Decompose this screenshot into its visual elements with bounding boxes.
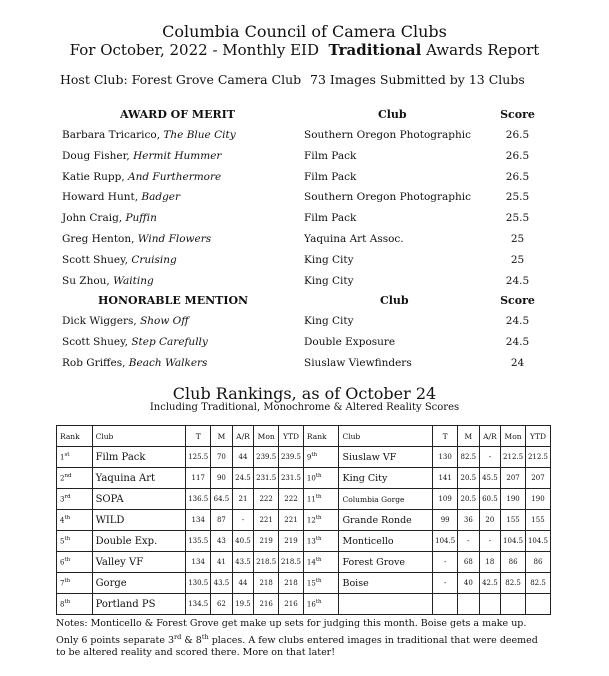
rank-number: 1 bbox=[60, 453, 65, 462]
award-score: 25 bbox=[510, 253, 525, 266]
score-cell: 190 bbox=[501, 489, 526, 510]
image-title: And Furthermore bbox=[128, 170, 222, 183]
notes-line-3: to be altered reality and scored there. More on that later! bbox=[56, 647, 336, 659]
column-header: Club bbox=[92, 426, 186, 447]
report-title: Columbia Council of Camera Clubs bbox=[162, 22, 447, 41]
author-name: Howard Hunt, bbox=[62, 191, 142, 204]
club-name: SOPA bbox=[92, 489, 186, 510]
award-name bbox=[62, 191, 180, 203]
score-cell: 19.5 bbox=[232, 594, 254, 615]
score-cell: 42.5 bbox=[479, 573, 501, 594]
column-header: YTD bbox=[525, 426, 550, 447]
score-cell: 62 bbox=[211, 594, 233, 615]
rank-cell bbox=[303, 510, 339, 531]
score-cell: 86 bbox=[525, 552, 550, 573]
subtitle-bold: Traditional bbox=[328, 41, 422, 59]
rank-suffix: th bbox=[64, 515, 71, 522]
rank-number: 14 bbox=[306, 558, 316, 567]
award-score: 26.5 bbox=[505, 129, 530, 141]
score-cell: 109 bbox=[433, 489, 458, 510]
club-name: Columbia Gorge bbox=[339, 489, 433, 510]
rank-suffix: th bbox=[64, 578, 71, 585]
club-name: King City bbox=[339, 468, 433, 489]
award-score: 26.5 bbox=[505, 149, 530, 162]
notes-line-2 bbox=[56, 631, 576, 648]
image-title: Puffin bbox=[125, 212, 157, 225]
club-name: WILD bbox=[92, 510, 186, 531]
award-name bbox=[62, 233, 211, 245]
rank-number: 4 bbox=[60, 516, 65, 525]
score-cell: 155 bbox=[525, 510, 550, 531]
score-cell: 87 bbox=[211, 510, 233, 531]
score-cell: 134 bbox=[186, 510, 211, 531]
rank-cell bbox=[57, 552, 93, 573]
score-cell: 218 bbox=[279, 573, 304, 594]
notes-line-1: Notes: Monticello & Forest Grove get make up sets for judging this month. Boise gets a make up. bbox=[56, 618, 527, 629]
score-cell: 104.5 bbox=[525, 531, 550, 552]
notes bbox=[56, 618, 576, 660]
award-club: Film Pack bbox=[304, 212, 357, 225]
score-cell: 99 bbox=[433, 510, 458, 531]
score-cell: 130 bbox=[433, 447, 458, 468]
rank-number: 11 bbox=[306, 495, 316, 504]
score-cell: - bbox=[458, 531, 480, 552]
rank-number: 7 bbox=[60, 579, 65, 588]
subtitle-prefix: For October, 2022 - Monthly EID bbox=[69, 41, 319, 59]
author-name: Barbara Tricarico, bbox=[62, 129, 164, 141]
club-name: Boise bbox=[339, 573, 433, 594]
column-header: Mon bbox=[254, 426, 279, 447]
club-name: Film Pack bbox=[92, 447, 186, 468]
rank-cell bbox=[57, 510, 93, 531]
club-name bbox=[339, 594, 433, 615]
author-name: Katie Rupp, bbox=[62, 170, 129, 183]
rank-suffix: rd bbox=[64, 494, 71, 501]
score-cell: 218.5 bbox=[254, 552, 279, 573]
score-cell: 231.5 bbox=[279, 468, 304, 489]
award-name bbox=[62, 357, 207, 369]
score-cell: 216 bbox=[254, 594, 279, 615]
rank-cell bbox=[57, 531, 93, 552]
rank-suffix: th bbox=[315, 578, 322, 585]
award-club: King City bbox=[304, 315, 354, 327]
rank-suffix: th bbox=[311, 452, 318, 459]
score-cell bbox=[501, 594, 526, 615]
award-club: Southern Oregon Photographic bbox=[304, 129, 471, 141]
rank-cell bbox=[303, 489, 339, 510]
award-score: 25.5 bbox=[505, 212, 530, 225]
rank-cell bbox=[57, 573, 93, 594]
image-title: Show Off bbox=[140, 315, 189, 327]
score-cell: 20 bbox=[479, 510, 501, 531]
author-name: Scott Shuey, bbox=[62, 335, 132, 348]
rankings-table bbox=[56, 425, 551, 615]
award-row bbox=[60, 129, 550, 147]
image-title: Cruising bbox=[131, 253, 177, 266]
image-title: Hermit Hummer bbox=[133, 149, 222, 162]
table-row bbox=[57, 594, 551, 615]
score-cell: 20.5 bbox=[458, 489, 480, 510]
award-row bbox=[60, 212, 550, 230]
award-club: King City bbox=[304, 274, 354, 287]
score-cell: 41 bbox=[211, 552, 233, 573]
author-name: Scott Shuey, bbox=[62, 253, 132, 266]
merit-score-heading: Score bbox=[500, 108, 535, 121]
honorable-club-heading: Club bbox=[380, 294, 409, 307]
award-club: King City bbox=[304, 253, 354, 266]
award-name bbox=[62, 254, 177, 266]
score-cell: 45.5 bbox=[479, 468, 501, 489]
score-cell: 43.5 bbox=[232, 552, 254, 573]
award-club: Siuslaw Viewfinders bbox=[304, 356, 412, 369]
award-row bbox=[60, 150, 550, 168]
rankings-title: Club Rankings, as of October 24 bbox=[172, 384, 437, 403]
rank-suffix: th bbox=[315, 494, 322, 501]
image-title: Beach Walkers bbox=[128, 356, 208, 369]
club-name: Gorge bbox=[92, 573, 186, 594]
award-name bbox=[62, 212, 157, 224]
score-cell: 207 bbox=[501, 468, 526, 489]
column-header: Mon bbox=[501, 426, 526, 447]
score-cell: 117 bbox=[186, 468, 211, 489]
score-cell: 36 bbox=[458, 510, 480, 531]
score-cell: 239.5 bbox=[279, 447, 304, 468]
notes-sup-2: th bbox=[201, 632, 209, 641]
author-name: John Craig, bbox=[62, 212, 126, 225]
rank-suffix: th bbox=[64, 599, 71, 606]
award-name bbox=[62, 150, 221, 162]
notes-sup-1: rd bbox=[174, 632, 182, 641]
merit-header-row bbox=[60, 108, 550, 126]
rank-number: 13 bbox=[306, 537, 316, 546]
rank-suffix: nd bbox=[64, 473, 72, 480]
rank-cell bbox=[57, 468, 93, 489]
score-cell: - bbox=[232, 510, 254, 531]
score-cell bbox=[525, 594, 550, 615]
rank-cell bbox=[303, 552, 339, 573]
honorable-header-row bbox=[60, 294, 550, 312]
award-row bbox=[60, 191, 550, 209]
column-header: Rank bbox=[57, 426, 93, 447]
score-cell: 68 bbox=[458, 552, 480, 573]
rank-number: 12 bbox=[306, 516, 316, 525]
score-cell: 222 bbox=[279, 489, 304, 510]
award-name bbox=[62, 336, 208, 348]
score-cell: 44 bbox=[232, 573, 254, 594]
score-cell: 86 bbox=[501, 552, 526, 573]
column-header: YTD bbox=[279, 426, 304, 447]
club-name: Monticello bbox=[339, 531, 433, 552]
club-name: Forest Grove bbox=[339, 552, 433, 573]
award-row bbox=[60, 336, 550, 354]
image-title: The Blue City bbox=[163, 129, 236, 141]
score-cell: 44 bbox=[232, 447, 254, 468]
subtitle-suffix: Awards Report bbox=[426, 41, 540, 59]
score-cell: 43 bbox=[211, 531, 233, 552]
rank-suffix: th bbox=[315, 599, 322, 606]
club-name: Siuslaw VF bbox=[339, 447, 433, 468]
score-cell: 222 bbox=[254, 489, 279, 510]
score-cell: 134 bbox=[186, 552, 211, 573]
column-header: A/R bbox=[232, 426, 254, 447]
score-cell: 219 bbox=[254, 531, 279, 552]
table-row bbox=[57, 552, 551, 573]
award-score: 25.5 bbox=[505, 191, 530, 204]
rank-number: 9 bbox=[306, 453, 312, 462]
column-header: Rank bbox=[303, 426, 339, 447]
award-row bbox=[60, 275, 550, 293]
rank-number: 3 bbox=[60, 495, 65, 504]
score-cell: 40.5 bbox=[232, 531, 254, 552]
score-cell: 212.5 bbox=[525, 447, 550, 468]
table-row bbox=[57, 489, 551, 510]
award-row bbox=[60, 357, 550, 375]
score-cell: 218 bbox=[254, 573, 279, 594]
score-cell: - bbox=[479, 531, 501, 552]
rank-number: 6 bbox=[60, 558, 65, 567]
score-cell: 43.5 bbox=[211, 573, 233, 594]
award-row bbox=[60, 171, 550, 189]
image-title: Waiting bbox=[113, 274, 154, 287]
rank-cell bbox=[303, 531, 339, 552]
rank-cell bbox=[57, 489, 93, 510]
score-cell: 64.5 bbox=[211, 489, 233, 510]
score-cell: 141 bbox=[433, 468, 458, 489]
rank-number: 5 bbox=[60, 537, 65, 546]
author-name: Dick Wiggers, bbox=[62, 315, 141, 327]
score-cell: 130.5 bbox=[186, 573, 211, 594]
score-cell: 20.5 bbox=[458, 468, 480, 489]
rank-number: 15 bbox=[306, 579, 316, 588]
merit-heading: AWARD OF MERIT bbox=[120, 108, 235, 121]
column-header: A/R bbox=[479, 426, 501, 447]
score-cell: 134.5 bbox=[186, 594, 211, 615]
notes-line-2b: & 8 bbox=[181, 634, 202, 646]
club-name: Double Exp. bbox=[92, 531, 186, 552]
image-title: Wind Flowers bbox=[137, 233, 212, 245]
rank-number: 10 bbox=[306, 474, 316, 483]
award-row bbox=[60, 254, 550, 272]
author-name: Greg Henton, bbox=[62, 233, 138, 245]
award-score: 26.5 bbox=[505, 170, 530, 183]
images-submitted: 73 Images Submitted by 13 Clubs bbox=[310, 72, 525, 87]
column-header: M bbox=[211, 426, 233, 447]
award-club: Southern Oregon Photographic bbox=[304, 191, 471, 204]
award-club: Film Pack bbox=[304, 170, 357, 183]
rank-suffix: th bbox=[315, 473, 322, 480]
award-row bbox=[60, 233, 550, 251]
column-header: M bbox=[458, 426, 480, 447]
award-name bbox=[62, 171, 221, 183]
table-header-row bbox=[57, 426, 551, 447]
table-row bbox=[57, 510, 551, 531]
score-cell: - bbox=[433, 552, 458, 573]
author-name: Su Zhou, bbox=[62, 274, 114, 287]
image-title: Badger bbox=[141, 191, 181, 204]
honorable-heading: HONORABLE MENTION bbox=[98, 294, 249, 307]
score-cell: 125.5 bbox=[186, 447, 211, 468]
rank-suffix: th bbox=[315, 557, 322, 564]
host-club: Host Club: Forest Grove Camera Club bbox=[60, 72, 302, 87]
award-score: 24.5 bbox=[505, 335, 530, 348]
score-cell: 221 bbox=[279, 510, 304, 531]
rank-cell bbox=[57, 594, 93, 615]
table-row bbox=[57, 573, 551, 594]
score-cell: 82.5 bbox=[458, 447, 480, 468]
notes-line-2a: Only 6 points separate 3 bbox=[56, 634, 175, 646]
score-cell: 60.5 bbox=[479, 489, 501, 510]
rankings-subtitle: Including Traditional, Monochrome & Altered Reality Scores bbox=[149, 402, 460, 413]
rank-cell bbox=[303, 447, 339, 468]
table-row bbox=[57, 531, 551, 552]
honorable-score-heading: Score bbox=[500, 294, 535, 307]
score-cell: 216 bbox=[279, 594, 304, 615]
award-score: 24 bbox=[510, 356, 525, 369]
column-header: T bbox=[186, 426, 211, 447]
column-header: Club bbox=[339, 426, 433, 447]
club-name: Grande Ronde bbox=[339, 510, 433, 531]
rank-number: 2 bbox=[60, 474, 65, 483]
notes-line-2c: places. A few clubs entered images in traditional that were deemed bbox=[208, 634, 538, 646]
table-row bbox=[57, 447, 551, 468]
rank-number: 16 bbox=[306, 600, 316, 609]
award-score: 25 bbox=[510, 233, 525, 245]
score-cell: 104.5 bbox=[501, 531, 526, 552]
rank-suffix: th bbox=[64, 536, 71, 543]
rank-suffix: st bbox=[64, 452, 70, 459]
award-club: Film Pack bbox=[304, 149, 357, 162]
column-header: T bbox=[433, 426, 458, 447]
image-title: Step Carefully bbox=[131, 335, 208, 348]
rank-cell bbox=[303, 573, 339, 594]
club-name: Valley VF bbox=[92, 552, 186, 573]
club-name: Portland PS bbox=[92, 594, 186, 615]
award-name bbox=[62, 275, 154, 287]
score-cell bbox=[433, 594, 458, 615]
rank-suffix: th bbox=[315, 515, 322, 522]
award-score: 24.5 bbox=[505, 315, 530, 327]
score-cell: 24.5 bbox=[232, 468, 254, 489]
award-row bbox=[60, 315, 550, 333]
award-club: Yaquina Art Assoc. bbox=[304, 233, 404, 245]
award-name bbox=[62, 315, 189, 327]
award-score: 24.5 bbox=[505, 274, 530, 287]
score-cell: - bbox=[433, 573, 458, 594]
score-cell: 231.5 bbox=[254, 468, 279, 489]
score-cell: 82.5 bbox=[525, 573, 550, 594]
score-cell: 239.5 bbox=[254, 447, 279, 468]
score-cell: 135.5 bbox=[186, 531, 211, 552]
award-club: Double Exposure bbox=[304, 335, 396, 348]
score-cell: - bbox=[479, 447, 501, 468]
score-cell: 221 bbox=[254, 510, 279, 531]
merit-club-heading: Club bbox=[378, 108, 407, 121]
rank-suffix: th bbox=[64, 557, 71, 564]
score-cell: 207 bbox=[525, 468, 550, 489]
rank-cell bbox=[303, 594, 339, 615]
score-cell bbox=[479, 594, 501, 615]
club-name: Yaquina Art bbox=[92, 468, 186, 489]
score-cell: 218.5 bbox=[279, 552, 304, 573]
rank-number: 8 bbox=[60, 600, 65, 609]
score-cell: 219 bbox=[279, 531, 304, 552]
author-name: Rob Griffes, bbox=[62, 356, 129, 369]
score-cell: 70 bbox=[211, 447, 233, 468]
score-cell: 21 bbox=[232, 489, 254, 510]
author-name: Doug Fisher, bbox=[62, 149, 134, 162]
table-row bbox=[57, 468, 551, 489]
score-cell: 212.5 bbox=[501, 447, 526, 468]
rank-cell bbox=[57, 447, 93, 468]
rank-cell bbox=[303, 468, 339, 489]
rank-suffix: th bbox=[315, 536, 322, 543]
score-cell: 190 bbox=[525, 489, 550, 510]
score-cell: 18 bbox=[479, 552, 501, 573]
score-cell: 155 bbox=[501, 510, 526, 531]
score-cell: 104.5 bbox=[433, 531, 458, 552]
score-cell: 82.5 bbox=[501, 573, 526, 594]
score-cell: 90 bbox=[211, 468, 233, 489]
award-name bbox=[62, 129, 236, 141]
score-cell: 40 bbox=[458, 573, 480, 594]
score-cell: 136.5 bbox=[186, 489, 211, 510]
report-subtitle bbox=[0, 41, 609, 59]
score-cell bbox=[458, 594, 480, 615]
